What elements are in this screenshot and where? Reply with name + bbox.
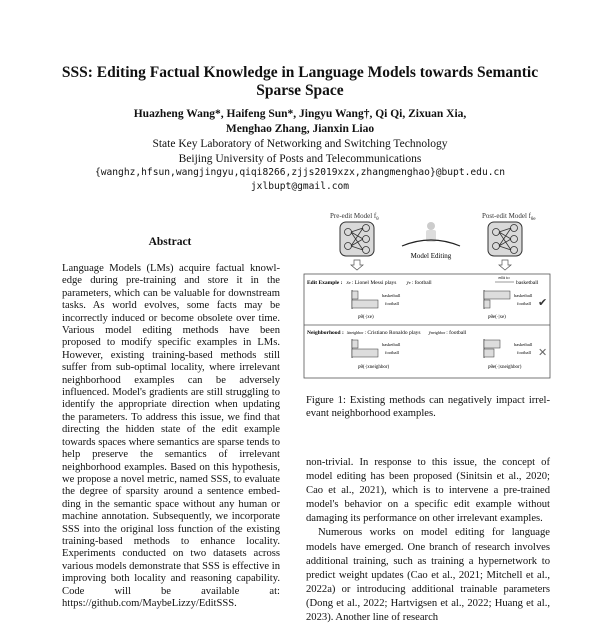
- abstract-heading: Abstract: [148, 236, 192, 248]
- bar-label: basketball: [382, 293, 401, 298]
- post-edit-network-icon: [488, 222, 522, 256]
- editor-person-icon: [426, 222, 436, 242]
- bar-label: basketball: [514, 342, 533, 347]
- affiliation-lab: State Key Laboratory of Networking and Switching Technology: [152, 138, 448, 150]
- p-post-edit: pθe(·|xe): [488, 315, 506, 320]
- paragraph: Numerous works on model editing for language models have emerged. One branch of research involves additional training, such as training a hypernetwork to predict weight updates (Cao et al., 2021; Mitchell et al., 2022a) or introducing additional trainable parameters (Dong et al., 2022; Hartvigsen et al., 2022; Huang et al., 2023). Another line of research: [306, 527, 550, 624]
- emails: [40, 166, 560, 194]
- edit-example-row: Edit Example : xe: Lionel Messi plays ye: football: [307, 280, 432, 286]
- bar-label: football: [385, 350, 399, 355]
- pre-edit-bars: [352, 290, 378, 309]
- bar-label: basketball: [382, 342, 401, 347]
- abstract-text: Language Models (LMs) acquire factual knowledge during pre-training and store it in the parameters, which can be valuable for downstream tasks. As world evolves, some facts may be incorrectly induced or become obsolete over time. Various model editing methods have been proposed to modify specific examples in LMs. However, existing training-based methods still suffer from sub-optimal locality, where irrelevant neighborhood examples can be adversely influenced. Model's gradients are still struggling to identify the appropriate direction when updating the parameters. To address this issue, we find that directing the hidden state of the edit example towards spaces where semantics are sparse tends to help preserve the semantics of irrelevant neighborhood examples. Based on this hypothesis, we propose a novel metric, named SSS, to evaluate the degree of sparsity around a sentence embedding in the semantic space without any human or machine annotation. Subsequently, we incorporate SSS into the original loss function of the existing training-based methods to enhance locality. Experiments conducted on two datasets across various models demonstrate that SSS is effective in improving both locality and reasoning capability. Code will be available at: https://github.com/MaybeLizzy/EditSSS.: [62, 263, 280, 609]
- paper-title: SSS: Editing Factual Knowledge in Language Models towards Semantic Sparse Space: [61, 64, 539, 99]
- cross-icon: ✕: [538, 347, 548, 359]
- p-pre-edit: pθ(·|xe): [358, 315, 374, 320]
- down-arrow-icon: [351, 260, 363, 270]
- authors-line-1: Huazheng Wang*, Haifeng Sun*, Jingyu Wang†, Qi Qi, Zixuan Xia,: [133, 108, 467, 120]
- down-arrow-icon: [499, 260, 511, 270]
- check-icon: ✔: [538, 297, 548, 309]
- email-line-2: jxlbupt@gmail.com: [250, 181, 350, 192]
- post-edit-bars: [484, 290, 510, 309]
- post-neighbor-bars: [484, 339, 500, 358]
- pre-edit-network-icon: [340, 222, 374, 256]
- figure-1: [302, 208, 554, 384]
- edit-target: basketball: [516, 280, 539, 286]
- post-edit-label: Post-edit Model $f_{\theta e}$: [482, 212, 536, 222]
- edit-to-label: edit to: [498, 275, 510, 280]
- p-post-neighbor: pθe(·|xneighbor): [488, 365, 522, 370]
- figure-caption: Figure 1: Existing methods can negatively impact irrelevant neighborhood examples.: [306, 395, 550, 419]
- email-line-1: {wanghz,hfsun,wangjingyu,qiqi8266,zjjs2019xzx,zhangmenghao}@bupt.edu.cn: [94, 167, 506, 178]
- affiliation: [40, 137, 560, 167]
- examples-box: [304, 274, 550, 378]
- bar-label: football: [517, 301, 531, 306]
- neighborhood-row: Neighborhood : xneighbor: Cristiano Ronaldo plays yneighbor: football: [307, 330, 467, 336]
- affiliation-university: Beijing University of Posts and Telecommunications: [178, 153, 422, 165]
- pre-neighbor-bars: [352, 339, 378, 358]
- bar-label: football: [517, 350, 531, 355]
- bar-label: basketball: [514, 293, 533, 298]
- paragraph: non-trivial. In response to this issue, the concept of model editing has been proposed (Sinitsin et al., 2020; Cao et al., 2021), which is to intervene a pre-trained model's behavior on a specific edit example without damaging its performance on other irrelevant examples.: [306, 457, 550, 525]
- authors-line-2: Menghao Zhang, Jianxin Liao: [225, 123, 375, 135]
- model-editing-label: Model Editing: [410, 252, 452, 260]
- bar-label: football: [385, 301, 399, 306]
- p-pre-neighbor: pθ(·|xneighbor): [358, 365, 390, 370]
- authors: [40, 107, 560, 137]
- pre-edit-label: Pre-edit Model $f_\theta$: [330, 212, 379, 222]
